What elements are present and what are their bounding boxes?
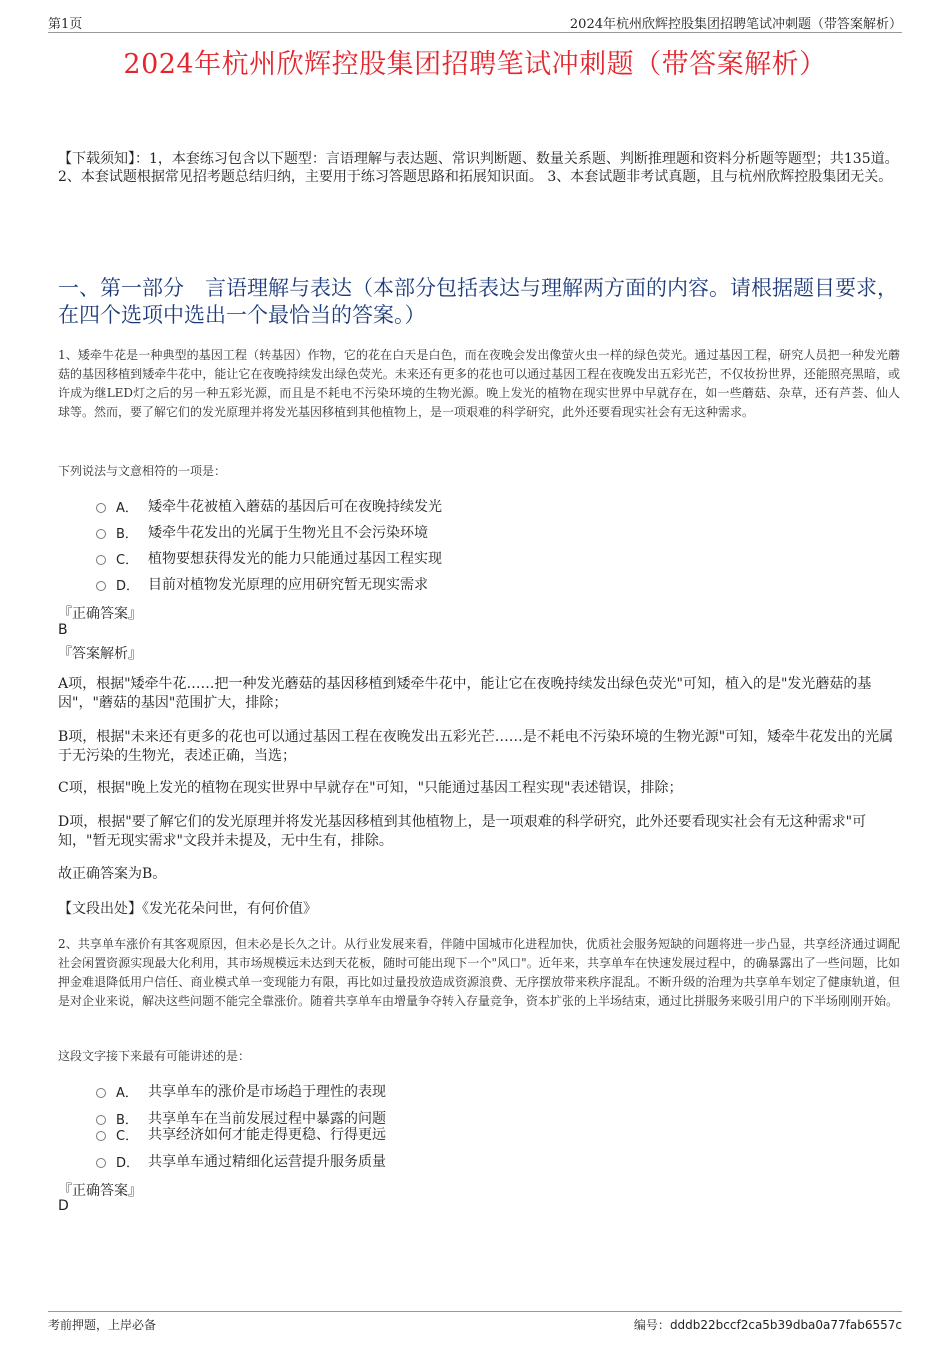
option-letter: B． (116, 1112, 138, 1128)
q1-answer-label: 『正确答案』 (58, 606, 142, 622)
q1-conclusion: 故正确答案为B。 (58, 866, 167, 882)
q2-option-d[interactable] (96, 1151, 386, 1171)
footer-code-label: 编号： (633, 1318, 670, 1332)
option-text: 植物要想获得发光的能力只能通过基因工程实现 (148, 551, 442, 567)
radio-icon[interactable] (96, 1088, 106, 1098)
footer-divider (48, 1311, 902, 1312)
q1-answer: B (58, 622, 68, 638)
page-title: 2024年杭州欣辉控股集团招聘笔试冲刺题（带答案解析） (123, 49, 827, 80)
option-text: 目前对植物发光原理的应用研究暂无现实需求 (148, 577, 428, 593)
footer-code-value: dddb22bccf2ca5b39dba0a77fab6557c (669, 1318, 902, 1332)
radio-icon[interactable] (96, 1158, 106, 1168)
q1-option-c[interactable] (96, 548, 442, 568)
q2-option-a[interactable] (96, 1081, 386, 1101)
option-text: 矮牵牛花被植入蘑菇的基因后可在夜晚持续发光 (148, 499, 442, 515)
footer-code (634, 1316, 902, 1333)
radio-icon[interactable] (96, 555, 106, 565)
q1-analysis-b: B项，根据"未来还有更多的花也可以通过基因工程在夜晚发出五彩光芒……是不耗电不污染环境的生物光源"可知，矮牵牛花发出的光属于无污染的生物光，表述正确，当选； (58, 729, 894, 764)
q2-answer-label: 『正确答案』 (58, 1183, 142, 1199)
q1-analysis-d: D项，根据"要了解它们的发光原理并将发光基因移植到其他植物上，是一项艰难的科学研究，此外还要看现实社会有无这种需求"可知，"暂无现实需求"文段并未提及，无中生有，排除。 (58, 814, 867, 849)
q1-passage: 1、矮牵牛花是一种典型的基因工程（转基因）作物，它的花在白天是白色，而在夜晚会发出像萤火虫一样的绿色荧光。通过基因工程，研究人员把一种发光蘑菇的基因移植到矮牵牛花中，能让它在夜晚持续发出绿色荧光。未来还有更多的花也可以通过基因工程在夜晚发出五彩光芒，不仅妆扮世界，还能照亮黑暗，或许成为继LED灯之后的另一种五彩光源，而且是不耗电不污染环境的生物光源。晚上发光的植物在现实世界中早就存在，如一些蘑菇、杂草，还有芦荟、仙人球等。然而，要了解它们的发光原理并将发光基因移植到其他植物上，是一项艰难的科学研究，此外还要看现实社会有无这种需求。 (58, 348, 900, 419)
option-letter: C． (116, 1128, 139, 1144)
q1-option-d[interactable] (96, 574, 428, 594)
footer-slogan: 考前押题，上岸必备 (48, 1318, 157, 1332)
section-title: 一、第一部分 言语理解与表达（本部分包括表达与理解两方面的内容。请根据题目要求，在四个选项中选出一个最恰当的答案。） (58, 276, 898, 327)
header-divider (48, 32, 902, 33)
option-letter: A． (116, 500, 138, 516)
radio-icon[interactable] (96, 1131, 106, 1141)
option-text: 共享单车通过精细化运营提升服务质量 (148, 1154, 386, 1170)
radio-icon[interactable] (96, 503, 106, 513)
page-number: 第1页 (48, 17, 83, 32)
q1-option-a[interactable] (96, 496, 442, 516)
q2-question: 这段文字接下来最有可能讲述的是： (58, 1049, 251, 1063)
q1-question: 下列说法与文意相符的一项是： (58, 464, 227, 478)
option-letter: C． (116, 552, 139, 568)
radio-icon[interactable] (96, 529, 106, 539)
q2-answer: D (58, 1198, 69, 1214)
option-letter: A． (116, 1085, 138, 1101)
option-text: 共享经济如何才能走得更稳、行得更远 (148, 1127, 386, 1143)
option-letter: B． (116, 526, 138, 542)
radio-icon[interactable] (96, 581, 106, 591)
option-text: 共享单车在当前发展过程中暴露的问题 (148, 1111, 386, 1127)
header-doc-title: 2024年杭州欣辉控股集团招聘笔试冲刺题（带答案解析） (569, 17, 902, 32)
q2-option-c[interactable] (96, 1124, 386, 1144)
q1-analysis-a: A项，根据"矮牵牛花……把一种发光蘑菇的基因移植到矮牵牛花中，能让它在夜晚持续发出绿色荧光"可知，植入的是"发光蘑菇的基因"，"蘑菇的基因"范围扩大，排除； (58, 676, 872, 711)
option-letter: D． (116, 1155, 140, 1171)
option-text: 矮牵牛花发出的光属于生物光且不会污染环境 (148, 525, 428, 541)
option-letter: D． (116, 578, 140, 594)
q1-option-b[interactable] (96, 522, 428, 542)
download-notice: 【下载须知】：1，本套练习包含以下题型：言语理解与表达题、常识判断题、数量关系题、判断推理题和资料分析题等题型；共135道。 2、本套试题根据常见招考题总结归纳，主要用于练习答题思路和拓展知识面。 3、本套试题非考试真题，且与杭州欣辉控股集团无关。 (58, 151, 899, 185)
q1-analysis-label: 『答案解析』 (58, 646, 142, 662)
q2-passage: 2、共享单车涨价有其客观原因，但未必是长久之计。从行业发展来看，伴随中国城市化进程加快，优质社会服务短缺的问题将进一步凸显，共享经济通过调配社会闲置资源实现最大化利用，其市场规模远未达到天花板，随时可能出现下一个"风口"。近年来，共享单车在快速发展过程中，的确暴露出了一些问题，比如押金难退降低用户信任、商业模式单一变现能力有限，再比如过量投放造成资源浪费、无序摆放带来秩序混乱。不断升级的治理为共享单车划定了健康轨道，但是对企业来说，解决这些问题不能完全靠涨价。随着共享单车由增量争夺转入存量竞争，资本扩张的上半场结束，通过比拼服务来吸引用户的下半场刚刚开始。 (58, 937, 900, 1008)
q1-source: 【文段出处】《发光花朵问世，有何价值》 (58, 901, 317, 917)
option-text: 共享单车的涨价是市场趋于理性的表现 (148, 1084, 386, 1100)
q1-analysis-c: C项，根据"晚上发光的植物在现实世界中早就存在"可知，"只能通过基因工程实现"表述错误，排除； (58, 780, 683, 796)
